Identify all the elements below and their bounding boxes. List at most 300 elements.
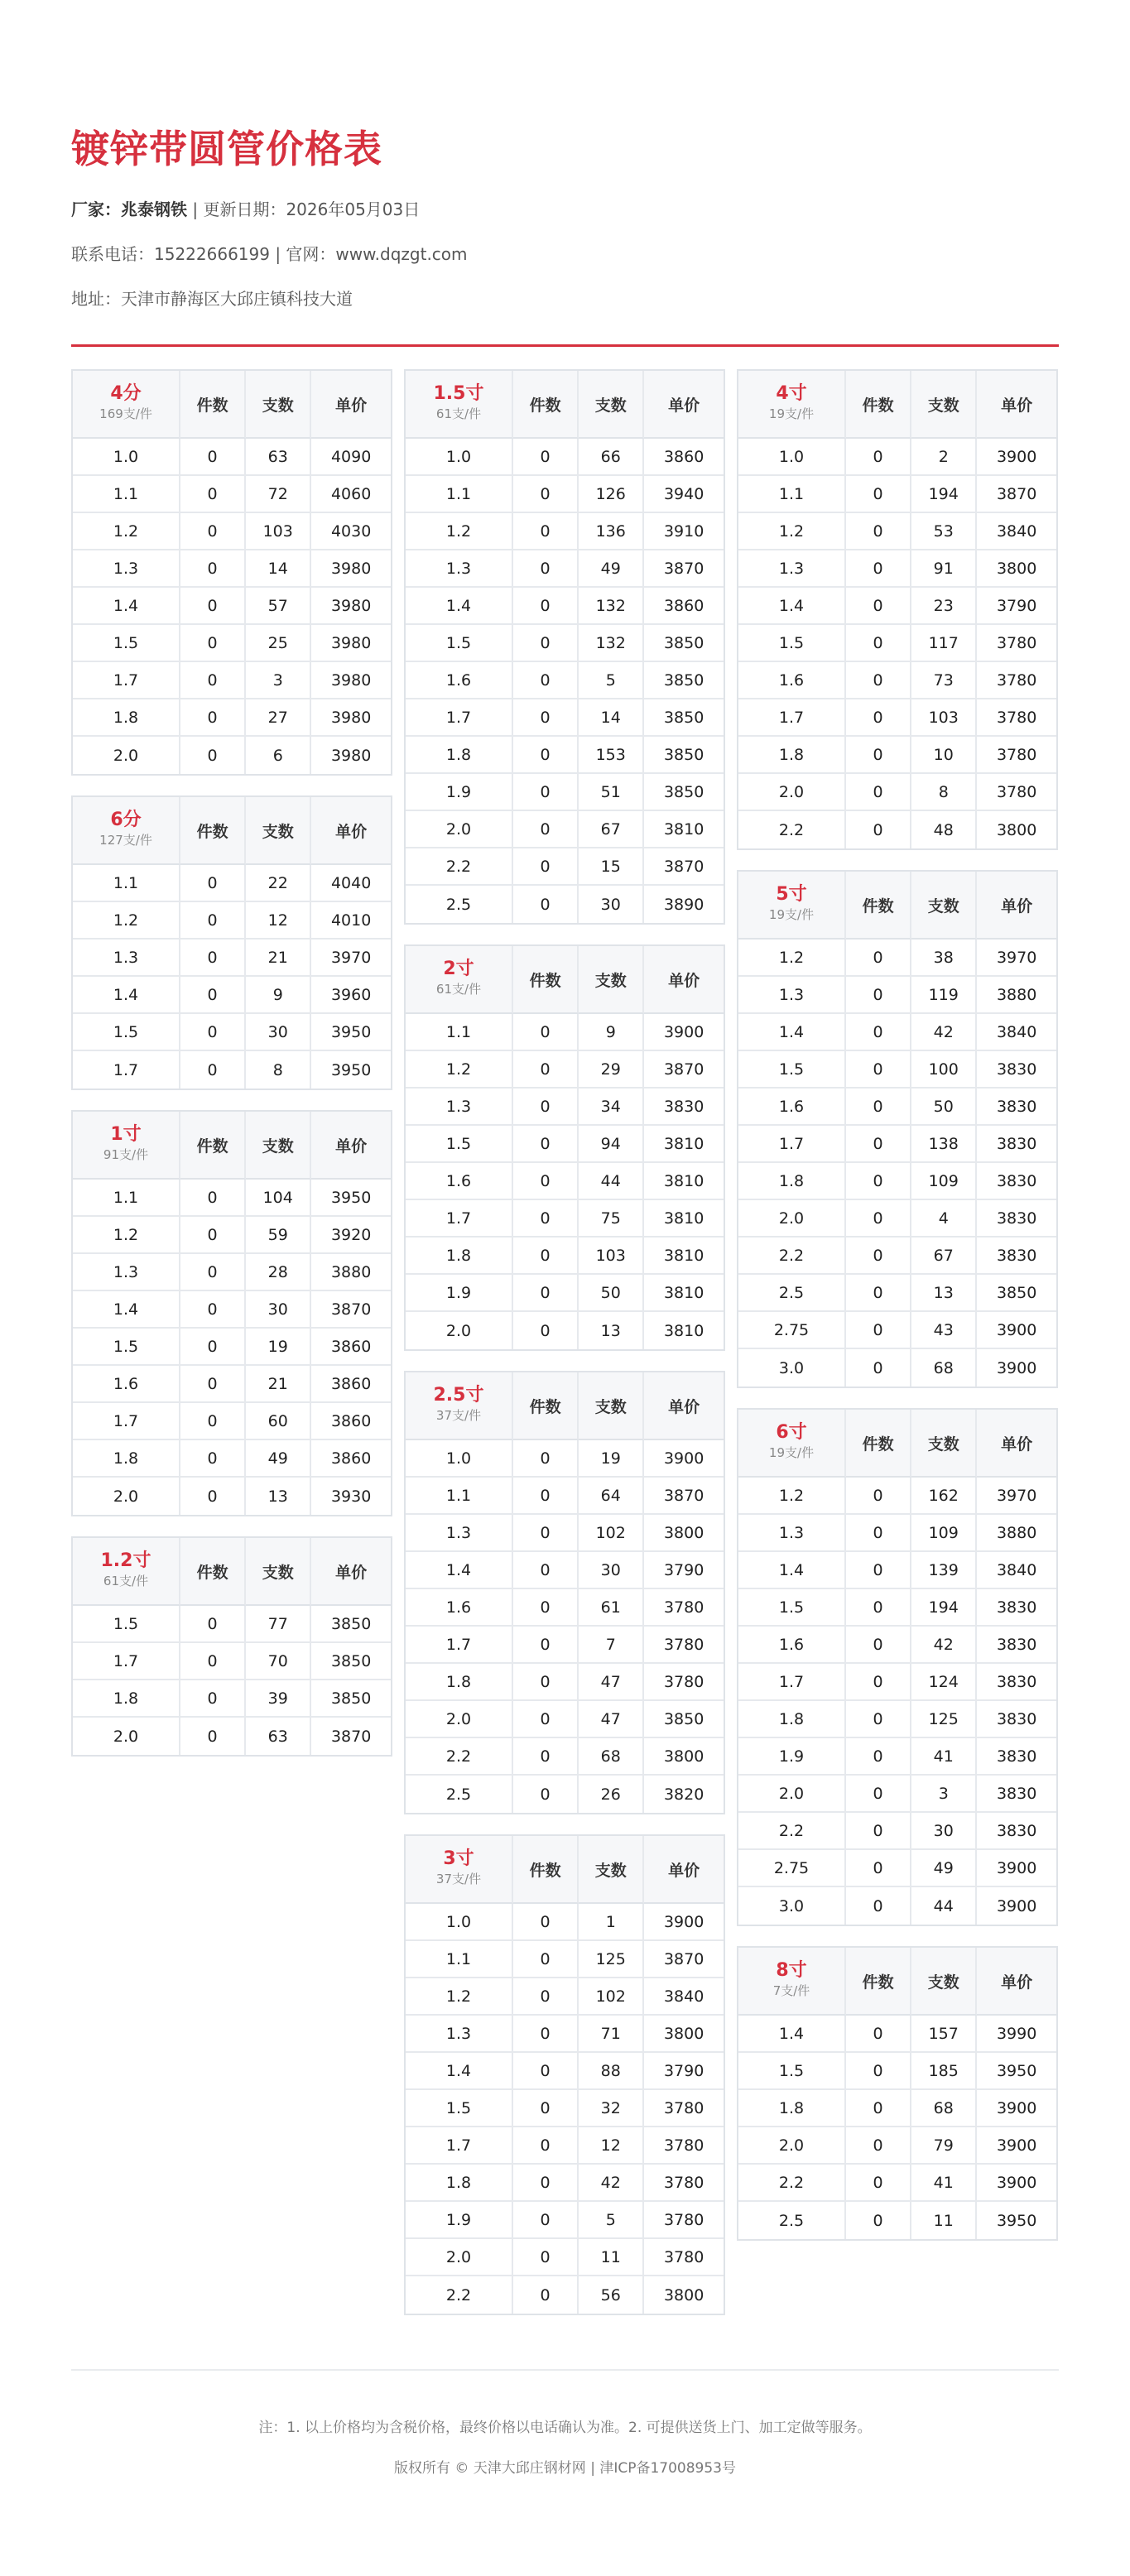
maker-name: 兆泰钢铁 <box>121 199 187 219</box>
pieces-per-bundle: 19支/件 <box>768 1445 815 1460</box>
table-row <box>73 940 391 977</box>
table-row <box>406 1941 724 1978</box>
spec-header <box>406 1372 513 1440</box>
price-cell: 3780 <box>977 662 1056 699</box>
thickness-cell: 1.2 <box>406 1978 513 2016</box>
table-row <box>406 1776 724 1813</box>
price-cell: 3950 <box>311 1180 391 1217</box>
qty-cell: 0 <box>180 1403 246 1440</box>
thickness-cell: 1.5 <box>738 625 846 662</box>
qty-cell: 0 <box>180 902 246 940</box>
table-row <box>73 588 391 625</box>
thickness-cell: 2.0 <box>73 737 180 774</box>
qty-cell: 0 <box>846 1776 911 1813</box>
count-cell: 88 <box>579 2053 644 2090</box>
price-table <box>404 369 725 925</box>
count-cell: 7 <box>579 1627 644 1664</box>
thickness-cell: 1.1 <box>406 1941 513 1978</box>
table-row <box>738 588 1056 625</box>
qty-cell: 0 <box>846 1589 911 1627</box>
pieces-per-bundle: 61支/件 <box>435 406 482 421</box>
qty-cell: 0 <box>513 662 579 699</box>
price-cell: 3900 <box>644 1440 724 1478</box>
qty-cell: 0 <box>513 1515 579 1552</box>
table-header-row <box>406 1372 724 1440</box>
table-row <box>406 439 724 476</box>
table-row <box>73 1366 391 1403</box>
qty-header: 件数 <box>180 1112 246 1180</box>
thickness-cell: 1.4 <box>73 1291 180 1329</box>
qty-header: 件数 <box>846 371 911 439</box>
thickness-cell: 1.8 <box>406 2165 513 2202</box>
count-cell: 5 <box>579 662 644 699</box>
price-cell: 3900 <box>996 1358 1037 1377</box>
thickness-cell: 1.4 <box>738 1014 846 1051</box>
table-row <box>738 1701 1056 1738</box>
table-row <box>73 662 391 699</box>
qty-cell: 0 <box>180 865 246 902</box>
price-cell: 3870 <box>311 1291 391 1329</box>
table-row <box>406 737 724 774</box>
price-cell: 3780 <box>977 774 1056 811</box>
table-row <box>406 625 724 662</box>
price-cell: 3870 <box>977 476 1056 513</box>
count-cell: 162 <box>911 1478 977 1515</box>
footer-note: 注：1. 以上价格均为含税价格，最终价格以电话确认为准。2. 可提供送货上门、加工定做等服务。 <box>258 2420 872 2436</box>
thickness-cell: 1.8 <box>406 737 513 774</box>
qty-cell: 0 <box>846 1200 911 1238</box>
price-cell: 3970 <box>311 940 391 977</box>
thickness-cell: 1.7 <box>738 699 846 737</box>
qty-cell: 0 <box>513 1701 579 1738</box>
price-cell: 3980 <box>311 550 391 588</box>
table-header-row <box>738 371 1056 439</box>
thickness-cell: 1.1 <box>406 1014 513 1051</box>
count-cell: 21 <box>246 940 311 977</box>
table-header-row <box>73 1112 391 1180</box>
qty-cell: 0 <box>513 811 579 848</box>
count-cell: 71 <box>579 2016 644 2053</box>
count-cell: 125 <box>911 1701 977 1738</box>
table-row <box>738 977 1056 1014</box>
count-header: 支数 <box>579 1836 644 1904</box>
price-cell: 4040 <box>311 865 391 902</box>
count-cell: 68 <box>911 1349 977 1387</box>
price-cell: 3850 <box>644 737 724 774</box>
price-cell: 3780 <box>644 2090 724 2127</box>
qty-cell: 0 <box>513 625 579 662</box>
count-cell: 63 <box>246 439 311 476</box>
pieces-per-bundle: 7支/件 <box>772 1983 810 1998</box>
price-cell: 3810 <box>663 1321 704 1340</box>
price-cell: 3950 <box>996 2211 1037 2230</box>
qty-cell: 0 <box>180 439 246 476</box>
count-cell: 102 <box>579 1515 644 1552</box>
qty-cell: 0 <box>846 2016 911 2053</box>
qty-cell: 0 <box>846 588 911 625</box>
table-row <box>738 662 1056 699</box>
thickness-cell: 2.0 <box>73 1478 180 1515</box>
thickness-cell: 1.7 <box>73 1051 180 1089</box>
thickness-cell: 1.9 <box>406 1275 513 1312</box>
count-cell: 13 <box>246 1478 311 1515</box>
table-row <box>73 625 391 662</box>
count-cell: 136 <box>579 513 644 550</box>
count-cell: 8 <box>246 1051 311 1089</box>
thickness-cell: 2.0 <box>738 1200 846 1238</box>
thickness-cell: 1.5 <box>738 2053 846 2090</box>
price-cell: 3800 <box>663 2285 704 2304</box>
table-row <box>73 902 391 940</box>
count-cell: 49 <box>911 1850 977 1887</box>
table-row <box>406 1978 724 2016</box>
qty-cell: 0 <box>846 1238 911 1275</box>
count-cell: 30 <box>911 1813 977 1850</box>
table-row <box>738 1552 1056 1589</box>
table-row <box>73 1329 391 1366</box>
company-info <box>71 197 1059 331</box>
thickness-cell: 2.0 <box>738 774 846 811</box>
count-cell: 38 <box>911 940 977 977</box>
thickness-cell: 1.0 <box>406 1440 513 1478</box>
count-cell: 138 <box>911 1126 977 1163</box>
pieces-per-bundle: 91支/件 <box>103 1147 149 1162</box>
price-cell: 3830 <box>977 1813 1056 1850</box>
thickness-cell: 2.2 <box>406 1738 513 1776</box>
spec-header <box>738 872 846 940</box>
thickness-cell: 1.3 <box>738 977 846 1014</box>
table-row <box>738 774 1056 811</box>
count-cell: 30 <box>579 886 644 923</box>
price-cell: 3900 <box>644 1014 724 1051</box>
price-cell: 3850 <box>644 774 724 811</box>
count-header: 支数 <box>246 1112 311 1180</box>
count-header: 支数 <box>246 1538 311 1606</box>
spec-header <box>738 1410 846 1478</box>
count-cell: 1 <box>579 1904 644 1941</box>
spec-header <box>73 371 180 439</box>
thickness-cell: 1.1 <box>738 476 846 513</box>
table-row <box>738 625 1056 662</box>
qty-cell: 0 <box>180 1329 246 1366</box>
qty-cell: 0 <box>846 1275 911 1312</box>
count-cell: 3 <box>911 1776 977 1813</box>
table-row <box>738 1051 1056 1089</box>
spec-name: 5寸 <box>776 884 807 905</box>
price-cell: 3860 <box>311 1366 391 1403</box>
thickness-cell: 1.2 <box>738 940 846 977</box>
table-row <box>406 1701 724 1738</box>
qty-cell: 0 <box>846 2202 911 2239</box>
qty-cell: 0 <box>513 1941 579 1978</box>
table-row <box>73 1254 391 1291</box>
price-cell: 3830 <box>977 1238 1056 1275</box>
table-row <box>406 1200 724 1238</box>
spec-name: 1.2寸 <box>100 1550 151 1571</box>
price-cell: 3890 <box>663 895 704 914</box>
table-row <box>406 1664 724 1701</box>
thickness-cell: 1.0 <box>738 439 846 476</box>
qty-cell: 0 <box>513 886 579 923</box>
price-table-columns <box>71 369 1059 2315</box>
spec-name: 4分 <box>110 383 142 404</box>
thickness-cell: 1.5 <box>738 1051 846 1089</box>
count-cell: 68 <box>579 1738 644 1776</box>
price-cell: 3830 <box>644 1089 724 1126</box>
qty-cell: 0 <box>513 1589 579 1627</box>
price-cell: 3900 <box>977 1312 1056 1349</box>
thickness-cell: 1.5 <box>73 625 180 662</box>
table-row <box>406 1238 724 1275</box>
price-cell: 3830 <box>977 1051 1056 1089</box>
qty-cell: 0 <box>513 2202 579 2239</box>
table-row <box>73 1217 391 1254</box>
thickness-cell: 3.0 <box>738 1349 846 1387</box>
price-header: 单价 <box>311 1538 391 1606</box>
table-row <box>406 1089 724 1126</box>
thickness-cell: 1.6 <box>406 662 513 699</box>
table-row <box>73 1403 391 1440</box>
table-header-row <box>73 371 391 439</box>
table-row <box>406 1014 724 1051</box>
thickness-cell: 1.9 <box>738 1738 846 1776</box>
count-cell: 42 <box>579 2165 644 2202</box>
count-cell: 66 <box>579 439 644 476</box>
table-row <box>738 1887 1056 1925</box>
table-row <box>73 1014 391 1051</box>
thickness-cell: 1.3 <box>406 2016 513 2053</box>
count-cell: 32 <box>579 2090 644 2127</box>
price-cell: 3850 <box>311 1606 391 1643</box>
count-header: 支数 <box>911 371 977 439</box>
count-cell: 4 <box>911 1200 977 1238</box>
thickness-cell: 1.4 <box>738 1552 846 1589</box>
thickness-cell: 1.4 <box>738 2016 846 2053</box>
price-cell: 3880 <box>977 1515 1056 1552</box>
table-row <box>73 699 391 737</box>
spec-name: 6寸 <box>776 1422 807 1443</box>
table-row <box>73 1051 391 1089</box>
price-cell: 3800 <box>977 550 1056 588</box>
qty-cell: 0 <box>846 774 911 811</box>
table-row <box>738 2053 1056 2090</box>
thickness-cell: 1.2 <box>73 902 180 940</box>
thickness-cell: 1.2 <box>406 1051 513 1089</box>
thickness-cell: 1.3 <box>73 940 180 977</box>
price-header: 单价 <box>311 371 391 439</box>
thickness-cell: 1.8 <box>738 1701 846 1738</box>
qty-header: 件数 <box>180 371 246 439</box>
table-row <box>738 1738 1056 1776</box>
table-row <box>738 699 1056 737</box>
table-header-row <box>738 1410 1056 1478</box>
count-cell: 91 <box>911 550 977 588</box>
count-header: 支数 <box>579 371 644 439</box>
price-cell: 3930 <box>330 1487 372 1506</box>
thickness-cell: 3.0 <box>738 1887 846 1925</box>
count-cell: 29 <box>579 1051 644 1089</box>
thickness-cell: 1.0 <box>406 439 513 476</box>
count-cell: 49 <box>246 1440 311 1478</box>
table-row <box>738 2127 1056 2165</box>
count-cell: 126 <box>579 476 644 513</box>
thickness-cell: 2.0 <box>406 2239 513 2276</box>
table-row <box>73 1180 391 1217</box>
table-row <box>73 439 391 476</box>
qty-cell: 0 <box>513 1089 579 1126</box>
thickness-cell: 1.2 <box>406 513 513 550</box>
qty-cell: 0 <box>180 1366 246 1403</box>
count-cell: 30 <box>579 1552 644 1589</box>
qty-cell: 0 <box>513 476 579 513</box>
thickness-cell: 1.7 <box>738 1126 846 1163</box>
price-table <box>404 1371 725 1814</box>
price-cell: 3840 <box>977 1552 1056 1589</box>
count-cell: 19 <box>579 1440 644 1478</box>
table-row <box>406 2165 724 2202</box>
price-cell: 3850 <box>644 1701 724 1738</box>
qty-cell: 0 <box>846 1813 911 1850</box>
qty-cell: 0 <box>846 1738 911 1776</box>
price-table <box>71 1536 392 1757</box>
thickness-cell: 1.1 <box>406 476 513 513</box>
spec-name: 1.5寸 <box>433 383 484 404</box>
price-cell: 3790 <box>977 588 1056 625</box>
count-cell: 47 <box>579 1664 644 1701</box>
count-header: 支数 <box>579 1372 644 1440</box>
price-cell: 4030 <box>311 513 391 550</box>
contact-line: 联系电话：15222666199 | 官网：www.dqzgt.com <box>71 244 468 264</box>
thickness-cell: 1.0 <box>73 439 180 476</box>
price-cell: 3870 <box>644 1051 724 1089</box>
page-title: 镀锌带圆管价格表 <box>71 127 382 171</box>
qty-cell: 0 <box>846 1349 911 1387</box>
price-cell: 3780 <box>644 2127 724 2165</box>
table-row <box>73 476 391 513</box>
price-cell: 3900 <box>977 439 1056 476</box>
qty-cell: 0 <box>180 1291 246 1329</box>
count-cell: 63 <box>246 1718 311 1755</box>
table-row <box>406 476 724 513</box>
price-table <box>404 944 725 1351</box>
count-cell: 59 <box>246 1217 311 1254</box>
qty-cell: 0 <box>513 1312 579 1349</box>
spec-header <box>738 371 846 439</box>
price-cell: 4010 <box>311 902 391 940</box>
thickness-cell: 2.2 <box>406 848 513 886</box>
count-cell: 73 <box>911 662 977 699</box>
count-cell: 67 <box>579 811 644 848</box>
thickness-cell: 1.6 <box>73 1366 180 1403</box>
price-cell: 3900 <box>977 2090 1056 2127</box>
qty-cell: 0 <box>846 1312 911 1349</box>
count-cell: 44 <box>911 1887 977 1925</box>
qty-cell: 0 <box>180 1478 246 1515</box>
price-column <box>404 369 725 2315</box>
price-column <box>737 369 1058 2315</box>
price-cell: 3800 <box>644 1738 724 1776</box>
price-table <box>404 1834 725 2315</box>
qty-cell: 0 <box>846 513 911 550</box>
count-cell: 68 <box>911 2090 977 2127</box>
price-header: 单价 <box>977 872 1056 940</box>
qty-cell: 0 <box>513 1200 579 1238</box>
qty-cell: 0 <box>846 699 911 737</box>
table-row <box>73 977 391 1014</box>
thickness-cell: 1.2 <box>73 1217 180 1254</box>
qty-cell: 0 <box>846 737 911 774</box>
count-cell: 41 <box>911 2165 977 2202</box>
price-cell: 3830 <box>977 1163 1056 1200</box>
qty-cell: 0 <box>513 439 579 476</box>
count-cell: 26 <box>579 1776 644 1813</box>
price-cell: 3780 <box>644 2239 724 2276</box>
table-row <box>738 1163 1056 1200</box>
price-cell: 3850 <box>644 662 724 699</box>
price-cell: 3860 <box>644 588 724 625</box>
price-header: 单价 <box>977 1410 1056 1478</box>
price-header: 单价 <box>644 371 724 439</box>
price-cell: 3810 <box>644 1126 724 1163</box>
count-cell: 15 <box>579 848 644 886</box>
count-cell: 194 <box>911 476 977 513</box>
count-cell: 57 <box>246 588 311 625</box>
price-cell: 3870 <box>644 550 724 588</box>
count-cell: 139 <box>911 1552 977 1589</box>
qty-cell: 0 <box>513 2053 579 2090</box>
qty-cell: 0 <box>180 1051 246 1089</box>
price-table <box>737 1408 1058 1926</box>
qty-cell: 0 <box>846 2165 911 2202</box>
thickness-cell: 2.75 <box>738 1312 846 1349</box>
table-row <box>73 1606 391 1643</box>
count-header: 支数 <box>911 872 977 940</box>
table-row <box>738 1850 1056 1887</box>
qty-cell: 0 <box>180 737 246 774</box>
thickness-cell: 1.1 <box>73 476 180 513</box>
price-cell: 3850 <box>644 699 724 737</box>
qty-cell: 0 <box>846 625 911 662</box>
thickness-cell: 1.7 <box>406 699 513 737</box>
qty-cell: 0 <box>180 625 246 662</box>
qty-cell: 0 <box>180 513 246 550</box>
table-row <box>738 1664 1056 1701</box>
count-cell: 103 <box>579 1238 644 1275</box>
price-cell: 4060 <box>311 476 391 513</box>
qty-cell: 0 <box>513 1776 579 1813</box>
table-row <box>406 2239 724 2276</box>
qty-cell: 0 <box>846 1627 911 1664</box>
qty-cell: 0 <box>513 699 579 737</box>
price-table <box>71 795 392 1090</box>
table-row <box>406 513 724 550</box>
price-header: 单价 <box>311 1112 391 1180</box>
price-cell: 3870 <box>644 1478 724 1515</box>
count-cell: 94 <box>579 1126 644 1163</box>
table-row <box>406 1589 724 1627</box>
thickness-cell: 2.2 <box>738 1813 846 1850</box>
thickness-cell: 1.7 <box>738 1664 846 1701</box>
table-row <box>406 2090 724 2127</box>
count-cell: 102 <box>579 1978 644 2016</box>
spec-name: 2.5寸 <box>433 1385 484 1406</box>
count-cell: 50 <box>911 1089 977 1126</box>
count-cell: 61 <box>579 1589 644 1627</box>
thickness-cell: 2.2 <box>738 1238 846 1275</box>
update-date: | 更新日期：2026年05月03日 <box>187 199 421 219</box>
spec-header <box>73 1112 180 1180</box>
thickness-cell: 1.8 <box>738 737 846 774</box>
